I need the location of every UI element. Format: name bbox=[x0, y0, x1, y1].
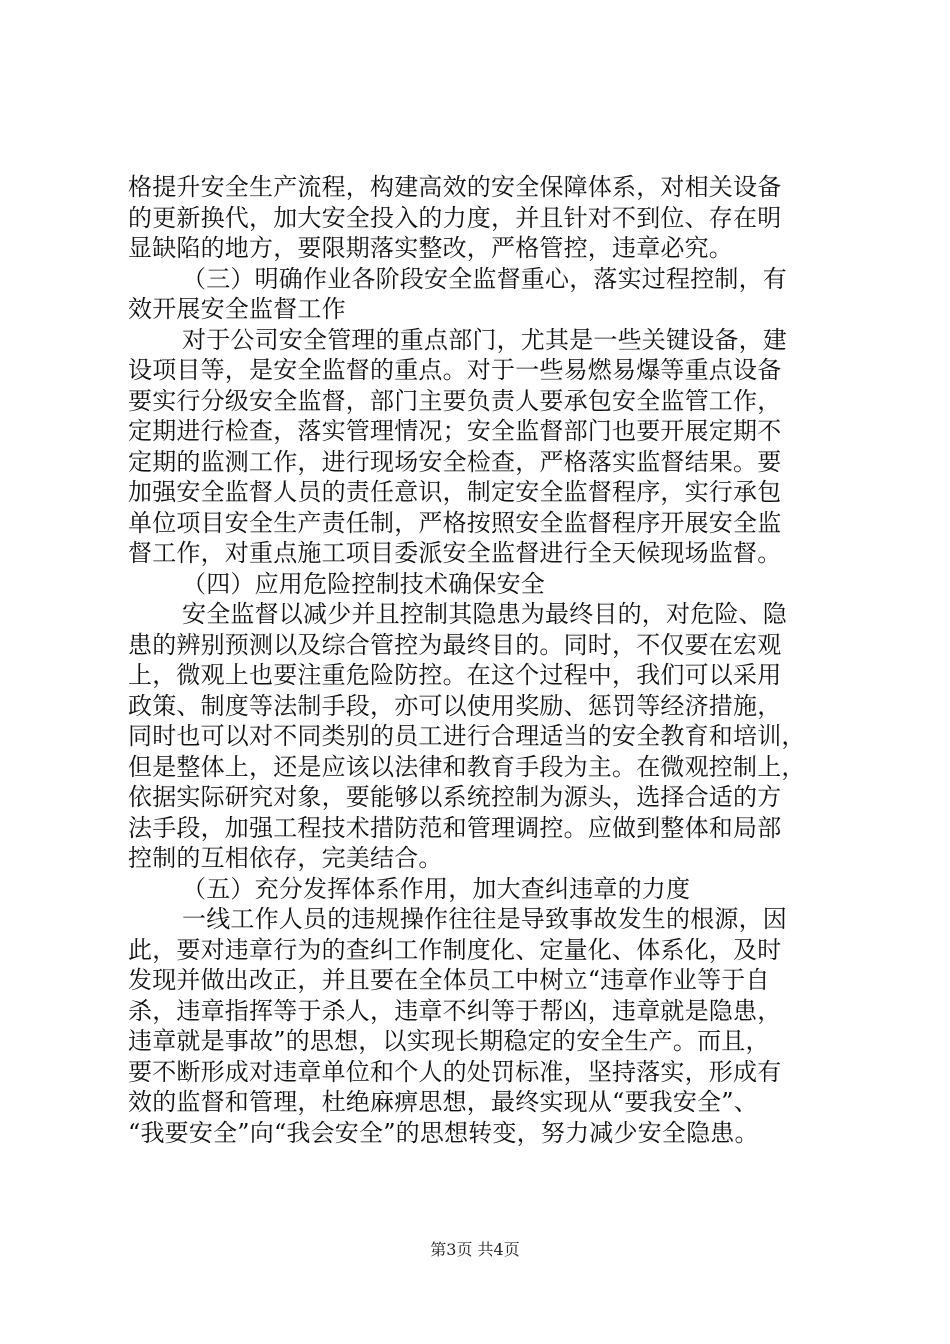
paragraph-start: 一线工作人员的违规操作往往是导致事故发生的根源，因 bbox=[182, 905, 787, 933]
text-line: 上，微观上也要注重危险防控。在这个过程中，我们可以采用 bbox=[128, 661, 782, 689]
paragraph-start: 安全监督以减少并且控制其隐患为最终目的，对危险、隐 bbox=[182, 600, 787, 628]
page-footer: 第3页 共4页 bbox=[430, 1240, 520, 1259]
text-line: 但是整体上，还是应该以法律和教育手段为主。在微观控制上， bbox=[128, 752, 806, 781]
text-line: 依据实际研究对象，要能够以系统控制为源头，选择合适的方 bbox=[128, 783, 782, 811]
text-line: 显缺陷的地方，要限期落实整改，严格管控，违章必究。 bbox=[128, 234, 733, 262]
section-heading: （四）应用危险控制技术确保安全 bbox=[182, 569, 545, 598]
text-line: 的更新换代，加大安全投入的力度，并且针对不到位、存在明 bbox=[128, 203, 782, 232]
text-line: 违章就是事故”的思想，以实现长期稳定的安全生产。而且， bbox=[128, 1027, 770, 1055]
text-line: 此，要对违章行为的查纠工作制度化、定量化、体系化，及时 bbox=[128, 935, 782, 964]
text-line: 同时也可以对不同类别的员工进行合理适当的安全教育和培训， bbox=[128, 722, 806, 750]
section-heading: （五）充分发挥体系作用，加大查纠违章的力度 bbox=[182, 874, 691, 903]
text-line: 政策、制度等法制手段，亦可以使用奖励、惩罚等经济措施， bbox=[128, 691, 782, 720]
text-line: 患的辨别预测以及综合管控为最终目的。同时，不仅要在宏观 bbox=[128, 630, 782, 659]
paragraph-start: 对于公司安全管理的重点部门，尤其是一些关键设备，建 bbox=[182, 325, 787, 354]
section-heading: （三）明确作业各阶段安全监督重心，落实过程控制，有 bbox=[182, 264, 787, 293]
body-text bbox=[128, 172, 846, 1148]
text-line: 控制的互相依存，完美结合。 bbox=[128, 844, 443, 872]
text-line: 定期的监测工作，进行现场安全检查，严格落实监督结果。要 bbox=[128, 447, 782, 476]
text-line: 杀，违章指挥等于杀人，违章不纠等于帮凶，违章就是隐患， bbox=[128, 996, 782, 1025]
section-heading-continued: 效开展安全监督工作 bbox=[128, 295, 346, 323]
text-line: 要不断形成对违章单位和个人的处罚标准，坚持落实，形成有 bbox=[128, 1057, 782, 1086]
text-line: “我要安全”向“我会安全”的思想转变，努力减少安全隐患。 bbox=[128, 1118, 759, 1147]
text-line: 加强安全监督人员的责任意识，制定安全监督程序，实行承包 bbox=[128, 478, 782, 506]
text-line: 单位项目安全生产责任制，严格按照安全监督程序开展安全监 bbox=[128, 508, 782, 537]
text-line: 效的监督和管理，杜绝麻痹思想，最终实现从“要我安全”、 bbox=[128, 1088, 758, 1116]
text-line: 发现并做出改正，并且要在全体员工中树立“违章作业等于自 bbox=[128, 966, 770, 994]
text-line: 设项目等，是安全监督的重点。对于一些易燃易爆等重点设备 bbox=[128, 356, 782, 384]
text-line: 定期进行检查，落实管理情况；安全监督部门也要开展定期不 bbox=[128, 417, 782, 445]
text-line: 要实行分级安全监督，部门主要负责人要承包安全监管工作， bbox=[128, 386, 782, 415]
text-line: 格提升安全生产流程，构建高效的安全保障体系，对相关设备 bbox=[128, 173, 782, 201]
text-line: 法手段，加强工程技术措防范和管理调控。应做到整体和局部 bbox=[128, 813, 782, 842]
text-line: 督工作，对重点施工项目委派安全监督进行全天候现场监督。 bbox=[128, 539, 782, 567]
